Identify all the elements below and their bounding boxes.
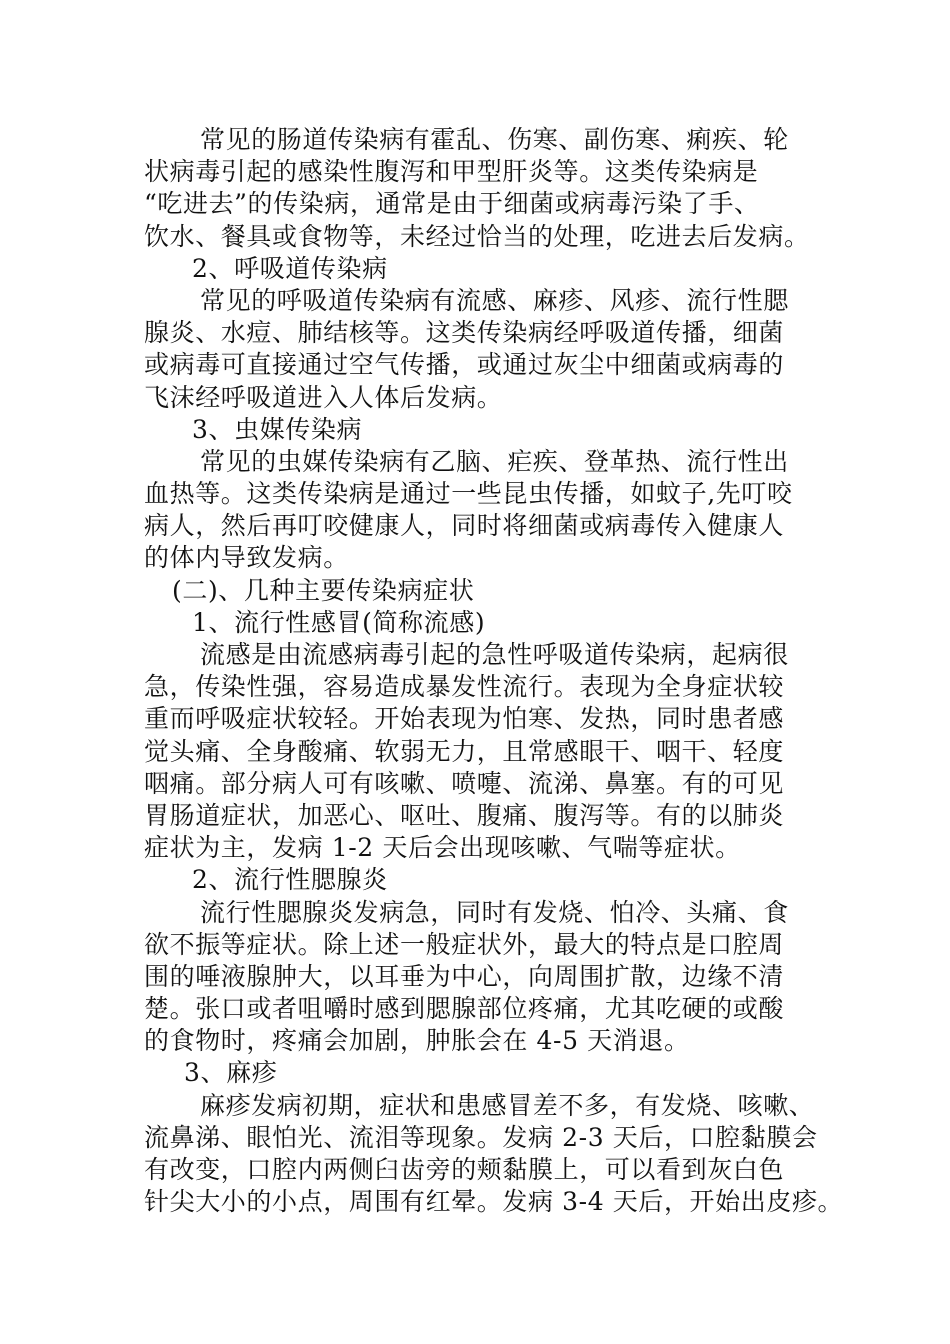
paragraph-line: 有改变，口腔内两侧臼齿旁的颊黏膜上，可以看到灰白色 (144, 1155, 785, 1184)
paragraph-line: 或病毒可直接通过空气传播，或通过灰尘中细菌或病毒的 (144, 350, 785, 380)
paragraph-line: 围的唾液腺肿大，以耳垂为中心，向周围扩散，边缘不清 (144, 961, 785, 991)
chapter-heading: (二)、几种主要传染病症状 (172, 575, 475, 605)
document-body (144, 124, 844, 1218)
paragraph-line: 重而呼吸症状较轻。开始表现为怕寒、发热，同时患者感 (144, 704, 785, 734)
paragraph-line: 症状为主，发病 1-2 天后会出现咳嗽、气喘等症状。 (144, 833, 741, 863)
paragraph-line: 饮水、餐具或食物等，未经过恰当的处理，吃进去后发病。 (144, 221, 810, 251)
paragraph-line: 麻疹发病初期，症状和患感冒差不多，有发烧、咳嗽、 (200, 1090, 815, 1120)
paragraph-line: 流行性腮腺炎发病急，同时有发烧、怕冷、头痛、食 (200, 897, 789, 927)
section-heading: 2、流行性腮腺炎 (192, 865, 388, 895)
paragraph-line: “吃进去”的传染病，通常是由于细菌或病毒污染了手、 (144, 189, 760, 219)
paragraph-line: 病人，然后再叮咬健康人，同时将细菌或病毒传入健康人 (144, 511, 785, 541)
paragraph-line: 的体内导致发病。 (144, 543, 349, 573)
paragraph-line: 血热等。这类传染病是通过一些昆虫传播，如蚊子,先叮咬 (144, 479, 793, 509)
section-heading: 3、麻疹 (184, 1058, 278, 1088)
paragraph-line: 楚。张口或者咀嚼时感到腮腺部位疼痛，尤其吃硬的或酸 (144, 994, 785, 1024)
paragraph-line: 急，传染性强，容易造成暴发性流行。表现为全身症状较 (144, 672, 785, 702)
paragraph-line: 流感是由流感病毒引起的急性呼吸道传染病，起病很 (200, 640, 789, 669)
paragraph-line: 胃肠道症状，加恶心、呕吐、腹痛、腹泻等。有的以肺炎 (144, 800, 785, 830)
paragraph-line: 常见的肠道传染病有霍乱、伤寒、副伤寒、痢疾、轮 (200, 125, 789, 154)
paragraph-line: 飞沫经呼吸道进入人体后发病。 (144, 382, 503, 412)
paragraph-line: 的食物时，疼痛会加剧，肿胀会在 4-5 天消退。 (144, 1026, 690, 1056)
section-heading: 1、流行性感冒(简称流感) (192, 607, 486, 637)
paragraph-line: 流鼻涕、眼怕光、流泪等现象。发病 2-3 天后，口腔黏膜会 (144, 1122, 818, 1152)
paragraph-line: 常见的呼吸道传染病有流感、麻疹、风疹、流行性腮 (200, 285, 789, 315)
paragraph-line: 欲不振等症状。除上述一般症状外，最大的特点是口腔周 (144, 929, 785, 959)
paragraph-line: 针尖大小的小点，周围有红晕。发病 3-4 天后，开始出皮疹。 (144, 1187, 844, 1217)
paragraph-line: 觉头痛、全身酸痛、软弱无力，且常感眼干、咽干、轻度 (144, 736, 785, 766)
paragraph-line: 咽痛。部分病人可有咳嗽、喷嚏、流涕、鼻塞。有的可见 (144, 768, 785, 798)
section-heading: 2、呼吸道传染病 (192, 253, 388, 283)
section-heading: 3、虫媒传染病 (192, 414, 363, 444)
paragraph-line: 腺炎、水痘、肺结核等。这类传染病经呼吸道传播，细菌 (144, 318, 785, 348)
paragraph-line: 状病毒引起的感染性腹泻和甲型肝炎等。这类传染病是 (144, 157, 759, 187)
paragraph-line: 常见的虫媒传染病有乙脑、疟疾、登革热、流行性出 (200, 446, 789, 476)
